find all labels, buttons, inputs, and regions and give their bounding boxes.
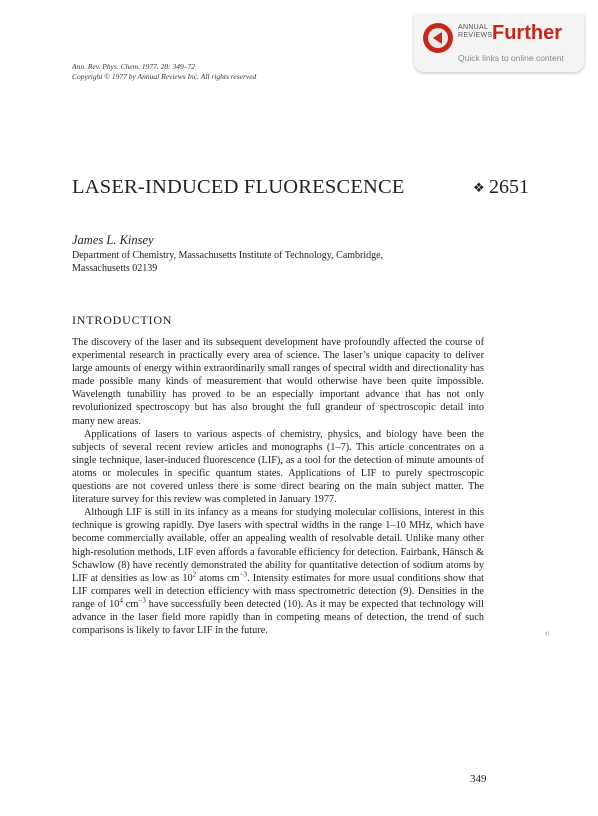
citation-line1: Ann. Rev. Phys. Chem. 1977. 28: 349–72	[72, 62, 195, 71]
diamond-ornament-icon: ❖	[473, 180, 485, 195]
margin-mark: 41	[545, 632, 550, 637]
author-name: James L. Kinsey	[72, 233, 154, 247]
brand-line2: REVIEWS	[458, 32, 493, 39]
article-title: LASER-INDUCED FLUORESCENCE	[72, 176, 405, 198]
superscript: 4	[119, 596, 123, 605]
page-number: 349	[470, 773, 487, 785]
paragraph-3-text-e: have successfully been detected (10). As it may be expected that technology will advance in the laser field more rapidly than in competing means of detection, the trend of such comparisons is likely to favor LIF in the future.	[72, 598, 484, 637]
affiliation-line1: Department of Chemistry, Massachusetts Institute of Technology, Cambridge,	[72, 250, 384, 261]
annual-reviews-logo-icon	[423, 23, 453, 53]
citation-line2: Copyright © 1977 by Annual Reviews Inc. All rights reserved	[72, 71, 257, 81]
paragraph-2: Applications of lasers to various aspects of chemistry, physics, and biology have been the subjects of several recent review articles and monographs (1–7). This article concentrates on a single technique, laser-induced fluorescence (LIF), as a tool for the detection of minute amounts of atoms or molecules in specific quantum states. Applications of LIF to purely spectroscopic questions are not covered unless there is some direct bearing on the main subject matter. The literature survey for this review was completed in January 1977.	[72, 428, 484, 506]
paragraph-3-text-d: cm	[122, 598, 139, 610]
further-subtitle: Quick links to online content	[458, 53, 564, 63]
article-number: 2651	[489, 176, 529, 198]
annual-reviews-further-banner[interactable]	[414, 14, 584, 72]
brand-line1: ANNUAL	[458, 24, 489, 31]
journal-citation	[72, 62, 256, 81]
brand-name	[458, 24, 492, 40]
superscript: −3	[138, 596, 146, 605]
further-label: Further	[492, 22, 562, 44]
superscript: −3	[239, 570, 248, 579]
paragraph-3-text-c: . Intensity estimates for more usual conditions show that LIF compares well in detection efficiency with mass spectrometric detection (9). Densities in the range of 10	[72, 572, 485, 610]
section-heading: INTRODUCTION	[72, 313, 173, 327]
superscript: 2	[192, 570, 197, 579]
paragraph-3	[72, 506, 484, 637]
paragraph-3-text-b: atoms cm	[196, 572, 240, 584]
article-body	[72, 336, 484, 637]
paragraph-3-text-a: Although LIF is still in its infancy as a means for studying molecular collisions, interest in this technique is growing rapidly. Dye lasers with spectral widths in the range 1–10 MHz, which have become commercially available, offer an appealing wealth of resolvable detail. Unlike many other high-resolution methods, LIF even affords a favorable efficiency for detection. Fairbank, Hänsch & Schawlow (8) have recently demonstrated the ability for quantitative detection of sodium atoms by LIF at densities as low as 10	[72, 507, 484, 584]
affiliation-line2: Massachusetts 02139	[72, 262, 158, 274]
paragraph-1: The discovery of the laser and its subsequent development have profoundly affected the course of experimental research in practically every area of science. The laser’s unique capacity to deliver large amounts of energy within extraordinarily small ranges of spectral width and directionality has made possible many kinds of measurement that would otherwise have been quite impossible. Wavelength tunability has proved to be an especially important advance that has not only revolutionized spectroscopy but has also brought the full grandeur of spectroscopic detail into many new areas.	[72, 337, 484, 427]
author-affiliation	[72, 250, 383, 275]
